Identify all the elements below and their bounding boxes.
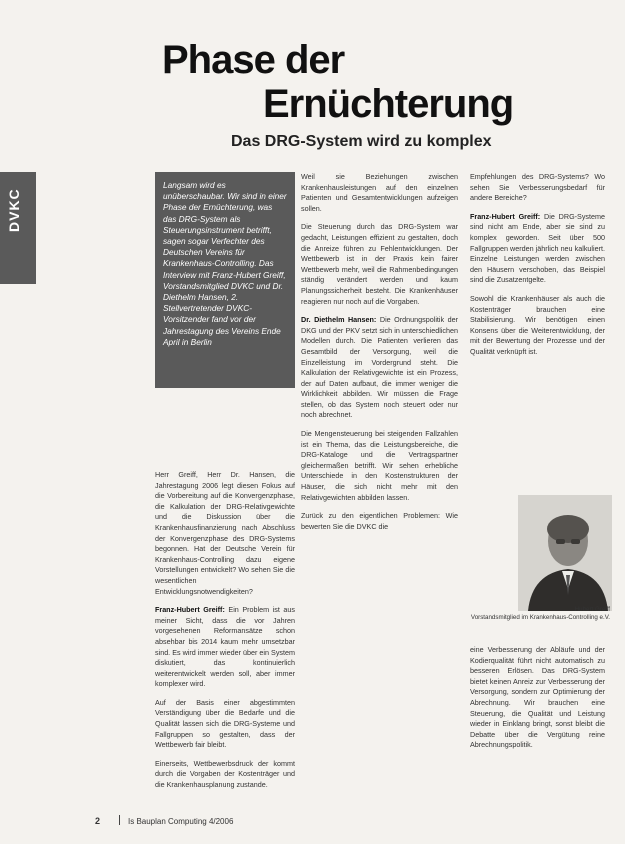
photo-caption <box>470 606 610 622</box>
speaker-name: Dr. Diethelm Hansen: <box>301 315 377 325</box>
page-footer <box>95 815 233 826</box>
footer-divider <box>119 815 120 825</box>
paragraph <box>155 698 295 751</box>
paragraph-text: Weil sie Beziehungen zwischen Krankenhausleistungen auf den einzelnen Patienten und Gesamtentwicklungen aufzeigen sollen. <box>301 172 458 213</box>
paragraph <box>470 645 605 751</box>
paragraph <box>155 759 295 791</box>
photo-caption-role: Vorstandsmitglied im Krankenhaus-Controlling e.V. <box>470 614 610 621</box>
paragraph-text: Herr Greiff, Herr Dr. Hansen, die Jahrestagung 2006 legt diesen Fokus auf die Vorbereitung auf die Konvergenzphase, die Kalkulation der DRG-Relativgewichte und die Diskussion über die Krankenhausfinanzierung nach Abschluss der Konvergenzphase des DRG-Systems begonnen. Hat der Deutsche Verein für Krankenhaus-Controlling dazu eigene Vorstellungen entwickelt? Wo sehen Sie die wesentlichen Entwicklungsnotwendigkeiten? <box>155 470 295 596</box>
speaker-name: Franz-Hubert Greiff: <box>155 605 225 615</box>
paragraph <box>155 605 295 690</box>
speaker-name: Franz-Hubert Greiff: <box>470 211 541 221</box>
paragraph-text: Zurück zu den eigentlichen Problemen: Wie bewerten Sie die DVKC die <box>301 511 458 531</box>
column-3-lower <box>470 645 605 820</box>
paragraph-text: Ein Problem ist aus meiner Sicht, dass die vor Jahren vorgesehenen Reformansätze schon absehbar bis 2014 kaum mehr umsetzbar sind. Es wird immer wieder über ein System diskutiert, das kontinuierlich weiterentwickelt werden soll, aber immer komplexer wird. <box>155 605 295 689</box>
paragraph <box>301 511 458 532</box>
paragraph <box>301 222 458 307</box>
article-subtitle: Das DRG-System wird zu komplex <box>231 133 492 150</box>
section-tab-label: DVKC <box>6 188 22 232</box>
paragraph <box>301 315 458 421</box>
column-3 <box>470 172 605 490</box>
paragraph <box>155 470 295 597</box>
paragraph <box>470 294 605 358</box>
column-2 <box>301 172 458 812</box>
column-1 <box>155 470 295 815</box>
paragraph-text: Einerseits, Wettbewerbsdruck der kommt durch die Vorgaben der Kostenträger und die Krankenhausplanung zustande. <box>155 758 295 790</box>
article-title-line1: Phase der <box>162 38 345 82</box>
portrait-image <box>518 495 612 611</box>
paragraph-text: Die DRG-Systeme sind nicht am Ende, aber sie sind zu komplex geworden. Seit über 500 Fallgruppen werden jährlich neu kalkuliert. Einzelne Leistungen werden zwischen den Häusern verschoben, das Beispiel sind die Zusatzentgelte. <box>470 211 605 285</box>
page-number: 2 <box>95 816 101 826</box>
article-title-line2: Ernüchterung <box>263 82 514 126</box>
paragraph-text: eine Verbesserung der Abläufe und der Kodierqualität führt nicht automatisch zu besseren Erlösen. Das DRG-System bietet keinen Anreiz zur Verbesserung der Versorgung, sondern zur Optimierung der Abrechnung. Wir brauchen eine Steuerung, die Qualität und Leistung wieder in Einklang bringt, sonst bleibt die Debatte über die Vergütung reine Abrechnungspolitik. <box>470 645 605 750</box>
paragraph <box>470 172 605 204</box>
paragraph-text: Auf der Basis einer abgestimmten Verständigung über die Bedarfe und die Qualität lassen sich die DRG-Systeme und Fallgruppen so gestalten, dass der Wettbewerb fair bleibt. <box>155 697 295 750</box>
photo-caption-name: Hubert Greiff <box>574 606 610 613</box>
publication-name: Is Bauplan Computing 4/2006 <box>128 817 234 826</box>
section-tab <box>0 172 36 284</box>
paragraph <box>301 429 458 503</box>
paragraph-text: Empfehlungen des DRG-Systems? Wo sehen Sie Verbesserungsbedarf für andere Bereiche? <box>470 172 605 203</box>
paragraph-text: Sowohl die Krankenhäuser als auch die Kostenträger brauchen eine Stabilisierung. Wir benötigen einen Konsens über die Weiterentwicklung, der mit der Bewertung der Prozesse und der Qualität verknüpft ist. <box>470 293 605 356</box>
paragraph <box>470 212 605 286</box>
paragraph-text: Die Ordnungspolitik der DKG und der PKV setzt sich in unterschiedlichen Modellen durch. Die Patienten verlieren das Gesamtbild der Versorgung, weil die Einzelleistung im Vordergrund steht. Die Kalkulation der Relativgewichte ist ein Prozess, der auf Daten aufbaut, die immer weniger die Wirklichkeit abbilden. Wir müssen die Frage stellen, ob das System noch steuert oder nur noch abrechnet. <box>301 315 458 420</box>
paragraph-text: Die Mengensteuerung bei steigenden Fallzahlen ist ein Thema, das die Leistungsbereiche, die DRG-Kataloge und die Vertragspartner gleichermaßen betrifft. Wir sehen erhebliche Unterschiede in den Kostenstrukturen der Häuser, die sich nicht mehr mit den Relativgewichten abbilden lassen. <box>301 429 458 502</box>
paragraph <box>301 172 458 214</box>
portrait-photo <box>518 495 612 611</box>
paragraph-text: Die Steuerung durch das DRG-System war gedacht, Leistungen effizient zu gestalten, doch die Anreize führen zu Fehlentwicklungen. Der Wettbewerb ist in der Praxis kein fairer Wettbewerb mehr, weil die Rahmenbedingungen ständig verändert werden und kaum Planungssicherheit besteht. Die Krankenhäuser reagieren nur noch auf die Vorgaben. <box>301 222 458 306</box>
intro-box: Langsam wird es unüberschaubar. Wir sind in einer Phase der Ernüchterung, was das DRG-System als Steuerungsinstrument betrifft, sagen sogar Verfechter des Deutschen Vereins für Krankenhaus-Controlling. Das Interview mit Franz-Hubert Greiff, Vorstandsmitglied DVKC und Dr. Diethelm Hansen, 2. Stellvertretender DVKC-Vorsitzender fand vor der Jahrestagung des Vereins Ende April in Berlin <box>155 172 295 388</box>
